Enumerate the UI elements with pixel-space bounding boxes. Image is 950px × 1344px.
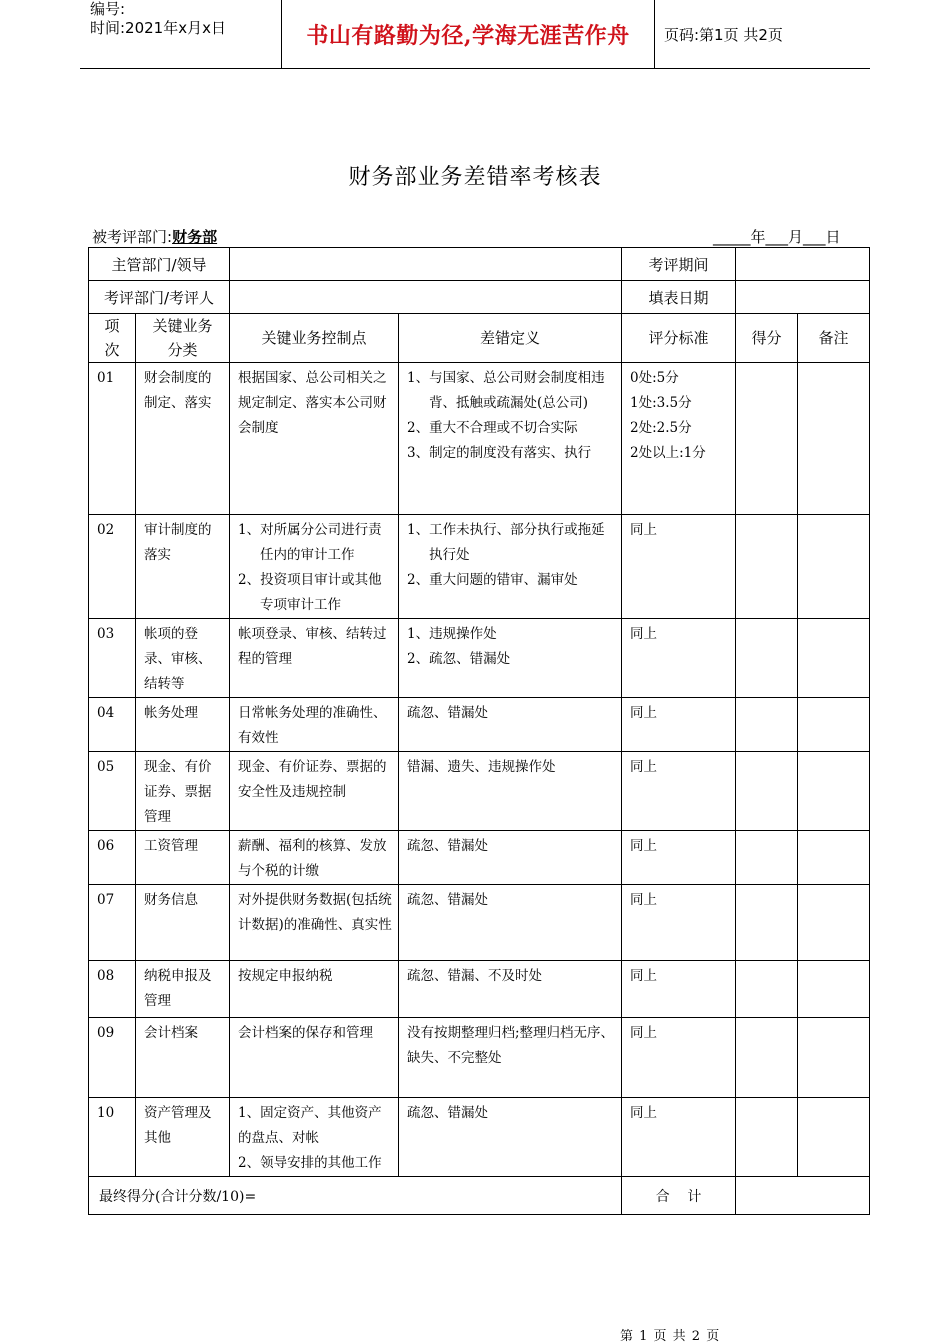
row-remark[interactable] bbox=[798, 885, 870, 961]
row-category: 财务信息 bbox=[136, 885, 230, 961]
row-score[interactable] bbox=[736, 752, 798, 831]
row-remark[interactable] bbox=[798, 1018, 870, 1098]
number-label: 编号: bbox=[90, 0, 126, 18]
col-no: 项次 bbox=[89, 314, 136, 363]
row-no: 03 bbox=[89, 619, 136, 698]
row-category: 帐项的登录、审核、结转等 bbox=[136, 619, 230, 698]
row-score[interactable] bbox=[736, 885, 798, 961]
page-header bbox=[80, 0, 870, 69]
document-title: 财务部业务差错率考核表 bbox=[348, 165, 602, 190]
table-row bbox=[89, 885, 870, 961]
table-row bbox=[89, 619, 870, 698]
row-remark[interactable] bbox=[798, 515, 870, 619]
row-standard: 同上 bbox=[622, 885, 736, 961]
row-no: 02 bbox=[89, 515, 136, 619]
table-row bbox=[89, 831, 870, 885]
row-standard: 同上 bbox=[622, 1098, 736, 1177]
table-row bbox=[89, 515, 870, 619]
row-no: 01 bbox=[89, 363, 136, 515]
row-error: 疏忽、错漏处 bbox=[399, 831, 622, 885]
row-error: 疏忽、错漏、不及时处 bbox=[399, 961, 622, 1018]
row-score[interactable] bbox=[736, 1018, 798, 1098]
col-score: 得分 bbox=[736, 314, 798, 363]
row-error: 疏忽、错漏处 bbox=[399, 1098, 622, 1177]
table-row bbox=[89, 961, 870, 1018]
row-control: 对外提供财务数据(包括统计数据)的准确性、真实性 bbox=[230, 885, 399, 961]
row-error: 错漏、遗失、违规操作处 bbox=[399, 752, 622, 831]
row-remark[interactable] bbox=[798, 363, 870, 515]
row-category: 帐务处理 bbox=[136, 698, 230, 752]
row-control: 1、对所属分公司进行责 任内的审计工作 2、投资项目审计或其他 专项审计工作 bbox=[230, 515, 399, 619]
row-category: 资产管理及其他 bbox=[136, 1098, 230, 1177]
row-control: 日常帐务处理的准确性、有效性 bbox=[230, 698, 399, 752]
row-standard: 同上 bbox=[622, 1018, 736, 1098]
row-standard: 同上 bbox=[622, 698, 736, 752]
column-header-row bbox=[89, 314, 870, 363]
period-value[interactable] bbox=[736, 248, 870, 281]
row-score[interactable] bbox=[736, 961, 798, 1018]
header-divider bbox=[654, 0, 655, 68]
row-no: 05 bbox=[89, 752, 136, 831]
evaluator-label: 考评部门/考评人 bbox=[89, 281, 230, 314]
header-page-label: 页码:第1页 共2页 bbox=[664, 26, 783, 44]
time-label: 时间:2021年x月x日 bbox=[90, 19, 226, 37]
row-remark[interactable] bbox=[798, 698, 870, 752]
row-category: 工资管理 bbox=[136, 831, 230, 885]
row-score[interactable] bbox=[736, 363, 798, 515]
row-no: 09 bbox=[89, 1018, 136, 1098]
total-label: 合 计 bbox=[622, 1177, 736, 1215]
row-standard: 同上 bbox=[622, 515, 736, 619]
table-row bbox=[89, 363, 870, 515]
supervisor-label: 主管部门/领导 bbox=[89, 248, 230, 281]
row-remark[interactable] bbox=[798, 619, 870, 698]
assessment-table bbox=[88, 247, 870, 1215]
fill-date-value[interactable] bbox=[736, 281, 870, 314]
row-remark[interactable] bbox=[798, 752, 870, 831]
footer-row bbox=[89, 1177, 870, 1215]
row-control: 帐项登录、审核、结转过程的管理 bbox=[230, 619, 399, 698]
row-score[interactable] bbox=[736, 515, 798, 619]
table-row bbox=[89, 1098, 870, 1177]
row-control: 1、固定资产、其他资产的盘点、对帐 2、领导安排的其他工作 bbox=[230, 1098, 399, 1177]
evaluated-dept bbox=[92, 226, 217, 247]
row-remark[interactable] bbox=[798, 831, 870, 885]
info-row bbox=[89, 281, 870, 314]
row-category: 审计制度的落实 bbox=[136, 515, 230, 619]
col-remark: 备注 bbox=[798, 314, 870, 363]
fill-date-label: 填表日期 bbox=[622, 281, 736, 314]
row-no: 08 bbox=[89, 961, 136, 1018]
period-label: 考评期间 bbox=[622, 248, 736, 281]
row-category: 会计档案 bbox=[136, 1018, 230, 1098]
row-no: 04 bbox=[89, 698, 136, 752]
table-row bbox=[89, 1018, 870, 1098]
row-error: 1、违规操作处 2、疏忽、错漏处 bbox=[399, 619, 622, 698]
row-no: 10 bbox=[89, 1098, 136, 1177]
row-category: 财会制度的制定、落实 bbox=[136, 363, 230, 515]
row-error: 疏忽、错漏处 bbox=[399, 885, 622, 961]
row-score[interactable] bbox=[736, 619, 798, 698]
row-score[interactable] bbox=[736, 1098, 798, 1177]
row-error: 没有按期整理归档;整理归档无序、缺失、不完整处 bbox=[399, 1018, 622, 1098]
row-no: 06 bbox=[89, 831, 136, 885]
row-score[interactable] bbox=[736, 698, 798, 752]
row-no: 07 bbox=[89, 885, 136, 961]
total-value[interactable] bbox=[736, 1177, 870, 1215]
row-standard: 同上 bbox=[622, 831, 736, 885]
header-motto: 书山有路勤为径,学海无涯苦作舟 bbox=[306, 22, 630, 49]
row-category: 现金、有价证券、票据管理 bbox=[136, 752, 230, 831]
row-score[interactable] bbox=[736, 831, 798, 885]
row-standard: 同上 bbox=[622, 961, 736, 1018]
col-error: 差错定义 bbox=[399, 314, 622, 363]
row-control: 会计档案的保存和管理 bbox=[230, 1018, 399, 1098]
row-control: 现金、有价证券、票据的安全性及违规控制 bbox=[230, 752, 399, 831]
row-error: 疏忽、错漏处 bbox=[399, 698, 622, 752]
dept-label: 被考评部门: bbox=[92, 228, 173, 246]
date-blank: _____年___月___日 bbox=[713, 228, 841, 246]
final-score-label: 最终得分(合计分数/10)= bbox=[89, 1177, 622, 1215]
col-control: 关键业务控制点 bbox=[230, 314, 399, 363]
row-control: 根据国家、总公司相关之规定制定、落实本公司财会制度 bbox=[230, 363, 399, 515]
col-category: 关键业务分类 bbox=[136, 314, 230, 363]
info-row bbox=[89, 248, 870, 281]
row-standard: 同上 bbox=[622, 619, 736, 698]
page-number: 第 1 页 共 2 页 bbox=[620, 1329, 721, 1344]
row-control: 薪酬、福利的核算、发放与个税的计缴 bbox=[230, 831, 399, 885]
supervisor-value[interactable] bbox=[230, 248, 622, 281]
row-control: 按规定申报纳税 bbox=[230, 961, 399, 1018]
row-standard: 0处:5分 1处:3.5分 2处:2.5分 2处以上:1分 bbox=[622, 363, 736, 515]
table-row bbox=[89, 698, 870, 752]
header-info bbox=[80, 0, 280, 68]
row-remark[interactable] bbox=[798, 961, 870, 1018]
evaluator-value[interactable] bbox=[230, 281, 622, 314]
dept-value: 财务部 bbox=[172, 228, 218, 246]
row-standard: 同上 bbox=[622, 752, 736, 831]
row-category: 纳税申报及管理 bbox=[136, 961, 230, 1018]
row-error: 1、工作未执行、部分执行或拖延 执行处 2、重大问题的错审、漏审处 bbox=[399, 515, 622, 619]
col-standard: 评分标准 bbox=[622, 314, 736, 363]
table-row bbox=[89, 752, 870, 831]
row-error: 1、与国家、总公司财会制度相违 背、抵触或疏漏处(总公司) 2、重大不合理或不切合实际 3、制定的制度没有落实、执行 bbox=[399, 363, 622, 515]
row-remark[interactable] bbox=[798, 1098, 870, 1177]
